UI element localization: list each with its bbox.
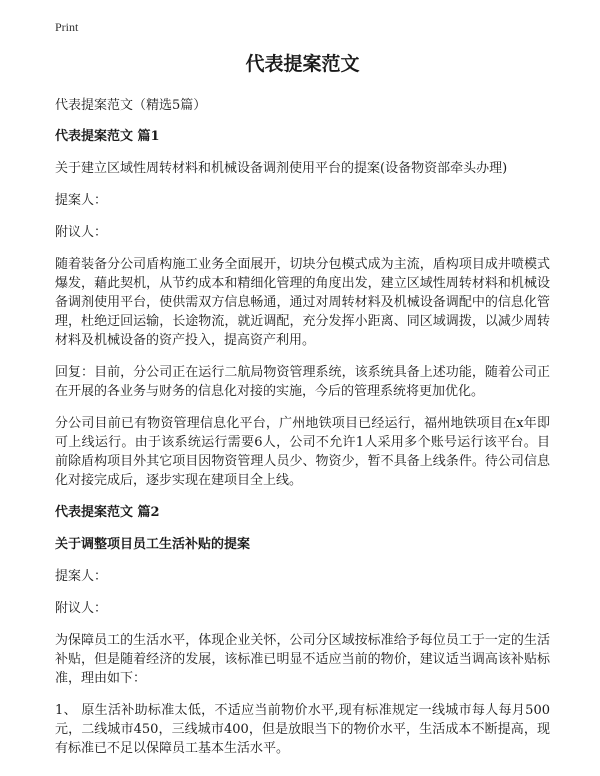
page-title: 代表提案范文 <box>245 53 360 75</box>
section-1-paragraph: 回复：目前，分公司正在运行二航局物资管理系统，该系统具备上述功能，随着公司正在开展的各业务与财务的信息化对接的实施，今后的管理系统将更加优化。 <box>55 365 550 399</box>
section-1-topic: 关于建立区域性周转材料和机械设备调剂使用平台的提案(设备物资部牵头办理) <box>55 161 508 176</box>
document-body <box>55 48 550 771</box>
document-subtitle: 代表提案范文（精选5篇） <box>55 98 207 113</box>
section-1-paragraph: 分公司目前已有物资管理信息化平台，广州地铁项目已经运行，福州地铁项目在x年即可上线运行。由于该系统运行需要6人，公司不允许1人采用多个账号运行该平台。目前除盾构项目外其它项目因物资管理人员少、物资少，暂不具备上线条件。待公司信息化对接完成后，逐步实现在建项目全上线。 <box>55 416 550 488</box>
section-2-paragraph: 为保障员工的生活水平，体现企业关怀，公司分区域按标准给予每位员工于一定的生活补贴，但是随着经济的发展，该标准已明显不适应当前的物价，建议适当调高该补贴标准，理由如下： <box>55 633 550 686</box>
section-1-seconder: 附议人： <box>55 225 108 240</box>
section-2-seconder: 附议人： <box>55 601 108 616</box>
section-1-proposer: 提案人： <box>55 193 108 208</box>
section-2-proposer: 提案人： <box>55 569 108 584</box>
section-1-heading: 代表提案范文 篇1 <box>55 129 160 144</box>
section-2-paragraph: 1、 原生活补助标准太低，不适应当前物价水平,现有标准规定一线城市每人每月500元，二线城市450，三线城市400，但是放眼当下的物价水平，生活成本不断提高，现有标准已不足以保障员工基本生活水平。 <box>55 703 550 756</box>
section-1-paragraph: 随着装备分公司盾构施工业务全面展开，切块分包模式成为主流，盾构项目成井喷模式爆发，藉此契机，从节约成本和精细化管理的角度出发，建立区域性周转材料和机械设备调剂使用平台，使供需双方信息畅通，通过对周转材料及机械设备调配中的信息化管理，杜绝迂回运输，长途物流，就近调配，充分发挥小距离、同区域调拨，以减少周转材料及机械设备的资产投入，提高资产利用。 <box>55 257 550 348</box>
section-2-heading: 代表提案范文 篇2 <box>55 505 160 520</box>
section-2-topic: 关于调整项目员工生活补贴的提案 <box>55 537 251 552</box>
print-link[interactable]: Print <box>55 20 79 34</box>
